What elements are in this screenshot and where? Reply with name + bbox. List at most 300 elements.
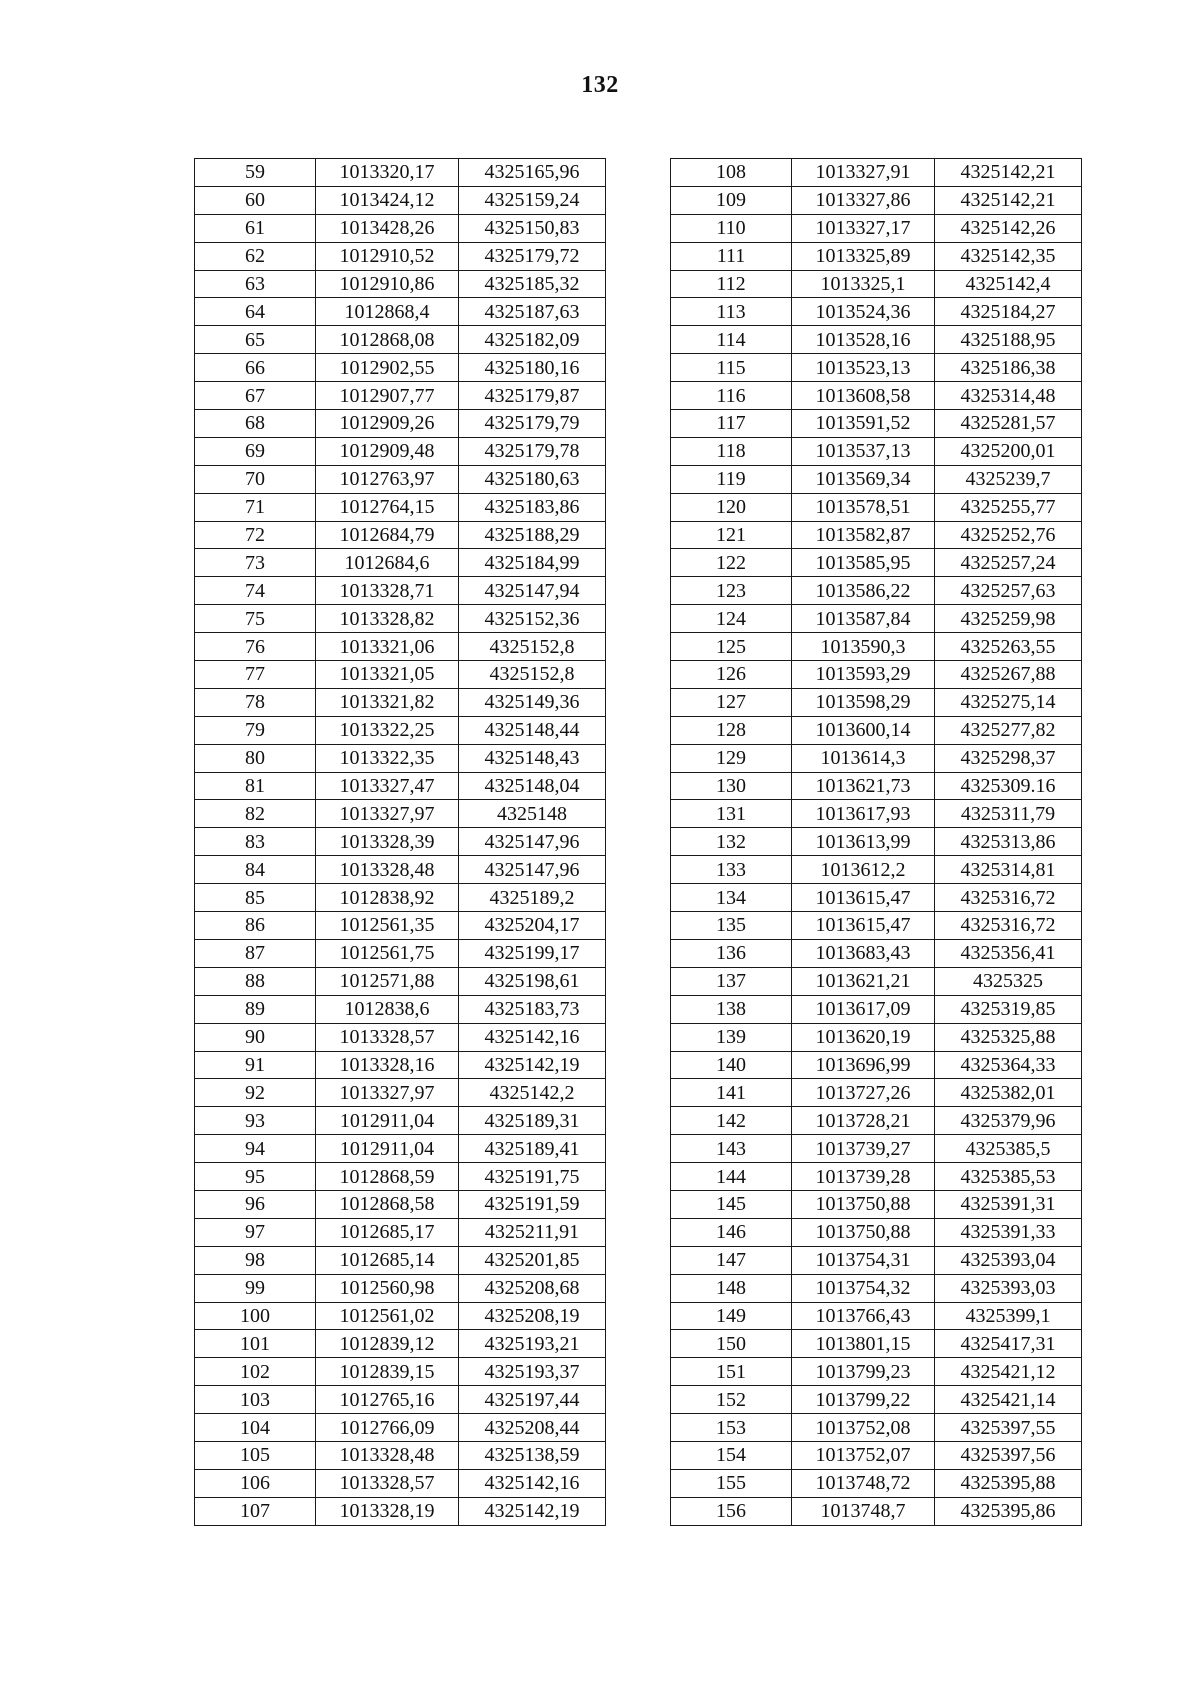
table-row <box>671 772 1082 800</box>
table-row <box>195 1302 606 1330</box>
y-coordinate-cell: 4325200,01 <box>935 437 1082 465</box>
point-number-cell: 117 <box>671 410 792 438</box>
table-row <box>671 1079 1082 1107</box>
table-row <box>671 1497 1082 1525</box>
y-coordinate-cell: 4325188,95 <box>935 326 1082 354</box>
table-row <box>195 465 606 493</box>
y-coordinate-cell: 4325314,81 <box>935 856 1082 884</box>
x-coordinate-cell: 1013321,06 <box>316 633 459 661</box>
table-row <box>671 967 1082 995</box>
y-coordinate-cell: 4325142,19 <box>459 1497 606 1525</box>
table-row <box>195 326 606 354</box>
table-row <box>195 1023 606 1051</box>
x-coordinate-cell: 1013748,7 <box>792 1497 935 1525</box>
table-row <box>671 716 1082 744</box>
point-number-cell: 91 <box>195 1051 316 1079</box>
table-row <box>195 912 606 940</box>
y-coordinate-cell: 4325311,79 <box>935 800 1082 828</box>
y-coordinate-cell: 4325395,86 <box>935 1497 1082 1525</box>
x-coordinate-cell: 1012911,04 <box>316 1107 459 1135</box>
x-coordinate-cell: 1013322,25 <box>316 716 459 744</box>
point-number-cell: 88 <box>195 967 316 995</box>
y-coordinate-cell: 4325421,12 <box>935 1358 1082 1386</box>
table-row <box>195 1246 606 1274</box>
table-row <box>195 884 606 912</box>
y-coordinate-cell: 4325364,33 <box>935 1051 1082 1079</box>
point-number-cell: 63 <box>195 270 316 298</box>
x-coordinate-cell: 1013600,14 <box>792 716 935 744</box>
x-coordinate-cell: 1013585,95 <box>792 549 935 577</box>
point-number-cell: 131 <box>671 800 792 828</box>
y-coordinate-cell: 4325391,33 <box>935 1218 1082 1246</box>
y-coordinate-cell: 4325259,98 <box>935 605 1082 633</box>
y-coordinate-cell: 4325281,57 <box>935 410 1082 438</box>
x-coordinate-cell: 1012902,55 <box>316 354 459 382</box>
point-number-cell: 60 <box>195 186 316 214</box>
x-coordinate-cell: 1012868,59 <box>316 1163 459 1191</box>
table-row <box>195 1274 606 1302</box>
table-row <box>671 1135 1082 1163</box>
y-coordinate-cell: 4325191,75 <box>459 1163 606 1191</box>
y-coordinate-cell: 4325189,2 <box>459 884 606 912</box>
table-row <box>671 354 1082 382</box>
y-coordinate-cell: 4325142,16 <box>459 1023 606 1051</box>
point-number-cell: 123 <box>671 577 792 605</box>
x-coordinate-cell: 1013617,09 <box>792 995 935 1023</box>
point-number-cell: 115 <box>671 354 792 382</box>
page-number: 132 <box>581 72 619 98</box>
x-coordinate-cell: 1013327,17 <box>792 214 935 242</box>
point-number-cell: 99 <box>195 1274 316 1302</box>
y-coordinate-cell: 4325180,63 <box>459 465 606 493</box>
table-row <box>671 912 1082 940</box>
y-coordinate-cell: 4325397,55 <box>935 1414 1082 1442</box>
point-number-cell: 108 <box>671 159 792 187</box>
point-number-cell: 144 <box>671 1163 792 1191</box>
point-number-cell: 134 <box>671 884 792 912</box>
point-number-cell: 66 <box>195 354 316 382</box>
y-coordinate-cell: 4325179,78 <box>459 437 606 465</box>
table-row <box>671 1441 1082 1469</box>
table-row <box>671 270 1082 298</box>
x-coordinate-cell: 1013621,73 <box>792 772 935 800</box>
point-number-cell: 121 <box>671 521 792 549</box>
table-row <box>671 744 1082 772</box>
x-coordinate-cell: 1012838,6 <box>316 995 459 1023</box>
table-row <box>195 744 606 772</box>
x-coordinate-cell: 1013328,16 <box>316 1051 459 1079</box>
point-number-cell: 127 <box>671 688 792 716</box>
x-coordinate-cell: 1012910,52 <box>316 242 459 270</box>
table-row <box>671 242 1082 270</box>
y-coordinate-cell: 4325152,36 <box>459 605 606 633</box>
x-coordinate-cell: 1013754,31 <box>792 1246 935 1274</box>
point-number-cell: 125 <box>671 633 792 661</box>
point-number-cell: 86 <box>195 912 316 940</box>
x-coordinate-cell: 1013728,21 <box>792 1107 935 1135</box>
table-row <box>671 1218 1082 1246</box>
point-number-cell: 84 <box>195 856 316 884</box>
y-coordinate-cell: 4325257,63 <box>935 577 1082 605</box>
x-coordinate-cell: 1013327,97 <box>316 1079 459 1107</box>
point-number-cell: 136 <box>671 939 792 967</box>
y-coordinate-cell: 4325263,55 <box>935 633 1082 661</box>
x-coordinate-cell: 1013752,08 <box>792 1414 935 1442</box>
point-number-cell: 130 <box>671 772 792 800</box>
y-coordinate-cell: 4325148 <box>459 800 606 828</box>
x-coordinate-cell: 1013328,39 <box>316 828 459 856</box>
y-coordinate-cell: 4325150,83 <box>459 214 606 242</box>
y-coordinate-cell: 4325142,21 <box>935 186 1082 214</box>
y-coordinate-cell: 4325183,73 <box>459 995 606 1023</box>
x-coordinate-cell: 1013590,3 <box>792 633 935 661</box>
x-coordinate-cell: 1013528,16 <box>792 326 935 354</box>
table-row <box>195 270 606 298</box>
table-row <box>671 577 1082 605</box>
table-row <box>671 800 1082 828</box>
y-coordinate-cell: 4325182,09 <box>459 326 606 354</box>
point-number-cell: 119 <box>671 465 792 493</box>
x-coordinate-cell: 1013328,82 <box>316 605 459 633</box>
table-row <box>671 1302 1082 1330</box>
y-coordinate-cell: 4325385,5 <box>935 1135 1082 1163</box>
point-number-cell: 92 <box>195 1079 316 1107</box>
point-number-cell: 109 <box>671 186 792 214</box>
x-coordinate-cell: 1012909,48 <box>316 437 459 465</box>
point-number-cell: 100 <box>195 1302 316 1330</box>
point-number-cell: 135 <box>671 912 792 940</box>
y-coordinate-cell: 4325325 <box>935 967 1082 995</box>
table-row <box>195 800 606 828</box>
point-number-cell: 80 <box>195 744 316 772</box>
table-row <box>195 1051 606 1079</box>
x-coordinate-cell: 1012907,77 <box>316 382 459 410</box>
y-coordinate-cell: 4325193,37 <box>459 1358 606 1386</box>
point-number-cell: 154 <box>671 1441 792 1469</box>
point-number-cell: 112 <box>671 270 792 298</box>
y-coordinate-cell: 4325142,2 <box>459 1079 606 1107</box>
x-coordinate-cell: 1013617,93 <box>792 800 935 828</box>
y-coordinate-cell: 4325199,17 <box>459 939 606 967</box>
x-coordinate-cell: 1012909,26 <box>316 410 459 438</box>
point-number-cell: 129 <box>671 744 792 772</box>
y-coordinate-cell: 4325382,01 <box>935 1079 1082 1107</box>
coordinates-table-right <box>670 158 1082 1526</box>
x-coordinate-cell: 1013614,3 <box>792 744 935 772</box>
y-coordinate-cell: 4325165,96 <box>459 159 606 187</box>
table-row <box>671 1386 1082 1414</box>
point-number-cell: 116 <box>671 382 792 410</box>
point-number-cell: 126 <box>671 661 792 689</box>
point-number-cell: 114 <box>671 326 792 354</box>
point-number-cell: 96 <box>195 1190 316 1218</box>
point-number-cell: 128 <box>671 716 792 744</box>
x-coordinate-cell: 1013321,05 <box>316 661 459 689</box>
y-coordinate-cell: 4325313,86 <box>935 828 1082 856</box>
point-number-cell: 145 <box>671 1190 792 1218</box>
point-number-cell: 107 <box>195 1497 316 1525</box>
y-coordinate-cell: 4325142,26 <box>935 214 1082 242</box>
table-row <box>195 772 606 800</box>
table-row <box>195 493 606 521</box>
x-coordinate-cell: 1012685,14 <box>316 1246 459 1274</box>
x-coordinate-cell: 1013608,58 <box>792 382 935 410</box>
table-row <box>195 1163 606 1191</box>
x-coordinate-cell: 1013424,12 <box>316 186 459 214</box>
table-row <box>671 856 1082 884</box>
table-row <box>195 967 606 995</box>
x-coordinate-cell: 1012839,15 <box>316 1358 459 1386</box>
x-coordinate-cell: 1013524,36 <box>792 298 935 326</box>
x-coordinate-cell: 1013739,27 <box>792 1135 935 1163</box>
point-number-cell: 152 <box>671 1386 792 1414</box>
table-row <box>671 1246 1082 1274</box>
table-row <box>671 1330 1082 1358</box>
point-number-cell: 155 <box>671 1469 792 1497</box>
x-coordinate-cell: 1013598,29 <box>792 688 935 716</box>
table-row <box>195 577 606 605</box>
y-coordinate-cell: 4325275,14 <box>935 688 1082 716</box>
x-coordinate-cell: 1013801,15 <box>792 1330 935 1358</box>
coordinates-table-left <box>194 158 606 1526</box>
point-number-cell: 148 <box>671 1274 792 1302</box>
x-coordinate-cell: 1013615,47 <box>792 912 935 940</box>
table-row <box>671 437 1082 465</box>
x-coordinate-cell: 1013696,99 <box>792 1051 935 1079</box>
table-row <box>195 1330 606 1358</box>
x-coordinate-cell: 1012571,88 <box>316 967 459 995</box>
table-row <box>195 1441 606 1469</box>
table-row <box>671 995 1082 1023</box>
y-coordinate-cell: 4325188,29 <box>459 521 606 549</box>
table-row <box>195 995 606 1023</box>
point-number-cell: 85 <box>195 884 316 912</box>
y-coordinate-cell: 4325325,88 <box>935 1023 1082 1051</box>
x-coordinate-cell: 1013320,17 <box>316 159 459 187</box>
x-coordinate-cell: 1013727,26 <box>792 1079 935 1107</box>
point-number-cell: 153 <box>671 1414 792 1442</box>
point-number-cell: 95 <box>195 1163 316 1191</box>
y-coordinate-cell: 4325267,88 <box>935 661 1082 689</box>
point-number-cell: 62 <box>195 242 316 270</box>
x-coordinate-cell: 1013327,86 <box>792 186 935 214</box>
table-row <box>671 1163 1082 1191</box>
x-coordinate-cell: 1012766,09 <box>316 1414 459 1442</box>
point-number-cell: 138 <box>671 995 792 1023</box>
x-coordinate-cell: 1013569,34 <box>792 465 935 493</box>
table-row <box>671 1190 1082 1218</box>
y-coordinate-cell: 4325198,61 <box>459 967 606 995</box>
table-row <box>671 493 1082 521</box>
table-row <box>671 298 1082 326</box>
point-number-cell: 113 <box>671 298 792 326</box>
x-coordinate-cell: 1013321,82 <box>316 688 459 716</box>
y-coordinate-cell: 4325208,44 <box>459 1414 606 1442</box>
y-coordinate-cell: 4325148,43 <box>459 744 606 772</box>
x-coordinate-cell: 1012868,58 <box>316 1190 459 1218</box>
y-coordinate-cell: 4325385,53 <box>935 1163 1082 1191</box>
y-coordinate-cell: 4325277,82 <box>935 716 1082 744</box>
table-row <box>671 661 1082 689</box>
point-number-cell: 102 <box>195 1358 316 1386</box>
x-coordinate-cell: 1013621,21 <box>792 967 935 995</box>
table-row <box>671 605 1082 633</box>
point-number-cell: 72 <box>195 521 316 549</box>
table-row <box>671 1358 1082 1386</box>
x-coordinate-cell: 1013327,97 <box>316 800 459 828</box>
y-coordinate-cell: 4325417,31 <box>935 1330 1082 1358</box>
x-coordinate-cell: 1013325,1 <box>792 270 935 298</box>
table-row <box>195 1190 606 1218</box>
y-coordinate-cell: 4325208,19 <box>459 1302 606 1330</box>
x-coordinate-cell: 1013327,47 <box>316 772 459 800</box>
point-number-cell: 111 <box>671 242 792 270</box>
y-coordinate-cell: 4325152,8 <box>459 661 606 689</box>
table-row <box>195 1358 606 1386</box>
x-coordinate-cell: 1012561,02 <box>316 1302 459 1330</box>
point-number-cell: 94 <box>195 1135 316 1163</box>
x-coordinate-cell: 1013799,22 <box>792 1386 935 1414</box>
y-coordinate-cell: 4325397,56 <box>935 1441 1082 1469</box>
table-row <box>195 633 606 661</box>
point-number-cell: 139 <box>671 1023 792 1051</box>
y-coordinate-cell: 4325185,32 <box>459 270 606 298</box>
point-number-cell: 106 <box>195 1469 316 1497</box>
table-row <box>195 1107 606 1135</box>
x-coordinate-cell: 1012910,86 <box>316 270 459 298</box>
point-number-cell: 87 <box>195 939 316 967</box>
point-number-cell: 140 <box>671 1051 792 1079</box>
point-number-cell: 122 <box>671 549 792 577</box>
point-number-cell: 132 <box>671 828 792 856</box>
x-coordinate-cell: 1012839,12 <box>316 1330 459 1358</box>
table-row <box>671 382 1082 410</box>
x-coordinate-cell: 1013613,99 <box>792 828 935 856</box>
y-coordinate-cell: 4325184,27 <box>935 298 1082 326</box>
point-number-cell: 89 <box>195 995 316 1023</box>
point-number-cell: 149 <box>671 1302 792 1330</box>
table-row <box>671 1274 1082 1302</box>
x-coordinate-cell: 1012763,97 <box>316 465 459 493</box>
y-coordinate-cell: 4325184,99 <box>459 549 606 577</box>
y-coordinate-cell: 4325239,7 <box>935 465 1082 493</box>
table-row <box>671 1051 1082 1079</box>
x-coordinate-cell: 1012684,79 <box>316 521 459 549</box>
point-number-cell: 69 <box>195 437 316 465</box>
x-coordinate-cell: 1013752,07 <box>792 1441 935 1469</box>
y-coordinate-cell: 4325148,44 <box>459 716 606 744</box>
y-coordinate-cell: 4325142,4 <box>935 270 1082 298</box>
point-number-cell: 70 <box>195 465 316 493</box>
table-row <box>671 828 1082 856</box>
point-number-cell: 146 <box>671 1218 792 1246</box>
y-coordinate-cell: 4325179,87 <box>459 382 606 410</box>
x-coordinate-cell: 1012911,04 <box>316 1135 459 1163</box>
point-number-cell: 93 <box>195 1107 316 1135</box>
point-number-cell: 156 <box>671 1497 792 1525</box>
table-row <box>671 186 1082 214</box>
y-coordinate-cell: 4325309.16 <box>935 772 1082 800</box>
x-coordinate-cell: 1013578,51 <box>792 493 935 521</box>
y-coordinate-cell: 4325393,03 <box>935 1274 1082 1302</box>
point-number-cell: 61 <box>195 214 316 242</box>
point-number-cell: 120 <box>671 493 792 521</box>
x-coordinate-cell: 1013591,52 <box>792 410 935 438</box>
y-coordinate-cell: 4325152,8 <box>459 633 606 661</box>
x-coordinate-cell: 1013325,89 <box>792 242 935 270</box>
table-row <box>671 465 1082 493</box>
table-row <box>195 1497 606 1525</box>
point-number-cell: 67 <box>195 382 316 410</box>
x-coordinate-cell: 1013586,22 <box>792 577 935 605</box>
x-coordinate-cell: 1013328,48 <box>316 1441 459 1469</box>
table-row <box>195 1218 606 1246</box>
x-coordinate-cell: 1013615,47 <box>792 884 935 912</box>
y-coordinate-cell: 4325147,94 <box>459 577 606 605</box>
y-coordinate-cell: 4325148,04 <box>459 772 606 800</box>
y-coordinate-cell: 4325193,21 <box>459 1330 606 1358</box>
y-coordinate-cell: 4325314,48 <box>935 382 1082 410</box>
point-number-cell: 143 <box>671 1135 792 1163</box>
table-row <box>195 1135 606 1163</box>
y-coordinate-cell: 4325395,88 <box>935 1469 1082 1497</box>
point-number-cell: 79 <box>195 716 316 744</box>
point-number-cell: 141 <box>671 1079 792 1107</box>
table-row <box>195 549 606 577</box>
x-coordinate-cell: 1012868,08 <box>316 326 459 354</box>
table-row <box>671 1469 1082 1497</box>
point-number-cell: 101 <box>195 1330 316 1358</box>
point-number-cell: 98 <box>195 1246 316 1274</box>
table-row <box>671 1414 1082 1442</box>
x-coordinate-cell: 1013754,32 <box>792 1274 935 1302</box>
x-coordinate-cell: 1013328,48 <box>316 856 459 884</box>
y-coordinate-cell: 4325159,24 <box>459 186 606 214</box>
y-coordinate-cell: 4325391,31 <box>935 1190 1082 1218</box>
table-row <box>195 521 606 549</box>
point-number-cell: 71 <box>195 493 316 521</box>
x-coordinate-cell: 1013799,23 <box>792 1358 935 1386</box>
table-row <box>195 605 606 633</box>
y-coordinate-cell: 4325149,36 <box>459 688 606 716</box>
x-coordinate-cell: 1012764,15 <box>316 493 459 521</box>
x-coordinate-cell: 1013582,87 <box>792 521 935 549</box>
x-coordinate-cell: 1013328,71 <box>316 577 459 605</box>
y-coordinate-cell: 4325186,38 <box>935 354 1082 382</box>
y-coordinate-cell: 4325211,91 <box>459 1218 606 1246</box>
point-number-cell: 103 <box>195 1386 316 1414</box>
y-coordinate-cell: 4325379,96 <box>935 1107 1082 1135</box>
table-row <box>671 159 1082 187</box>
y-coordinate-cell: 4325189,41 <box>459 1135 606 1163</box>
x-coordinate-cell: 1013523,13 <box>792 354 935 382</box>
y-coordinate-cell: 4325179,72 <box>459 242 606 270</box>
point-number-cell: 82 <box>195 800 316 828</box>
table-row <box>195 939 606 967</box>
x-coordinate-cell: 1013612,2 <box>792 856 935 884</box>
y-coordinate-cell: 4325399,1 <box>935 1302 1082 1330</box>
table-row <box>671 1107 1082 1135</box>
table-row <box>195 1469 606 1497</box>
y-coordinate-cell: 4325191,59 <box>459 1190 606 1218</box>
table-row <box>671 688 1082 716</box>
x-coordinate-cell: 1012561,35 <box>316 912 459 940</box>
y-coordinate-cell: 4325142,35 <box>935 242 1082 270</box>
y-coordinate-cell: 4325189,31 <box>459 1107 606 1135</box>
y-coordinate-cell: 4325319,85 <box>935 995 1082 1023</box>
y-coordinate-cell: 4325298,37 <box>935 744 1082 772</box>
table-row <box>195 661 606 689</box>
